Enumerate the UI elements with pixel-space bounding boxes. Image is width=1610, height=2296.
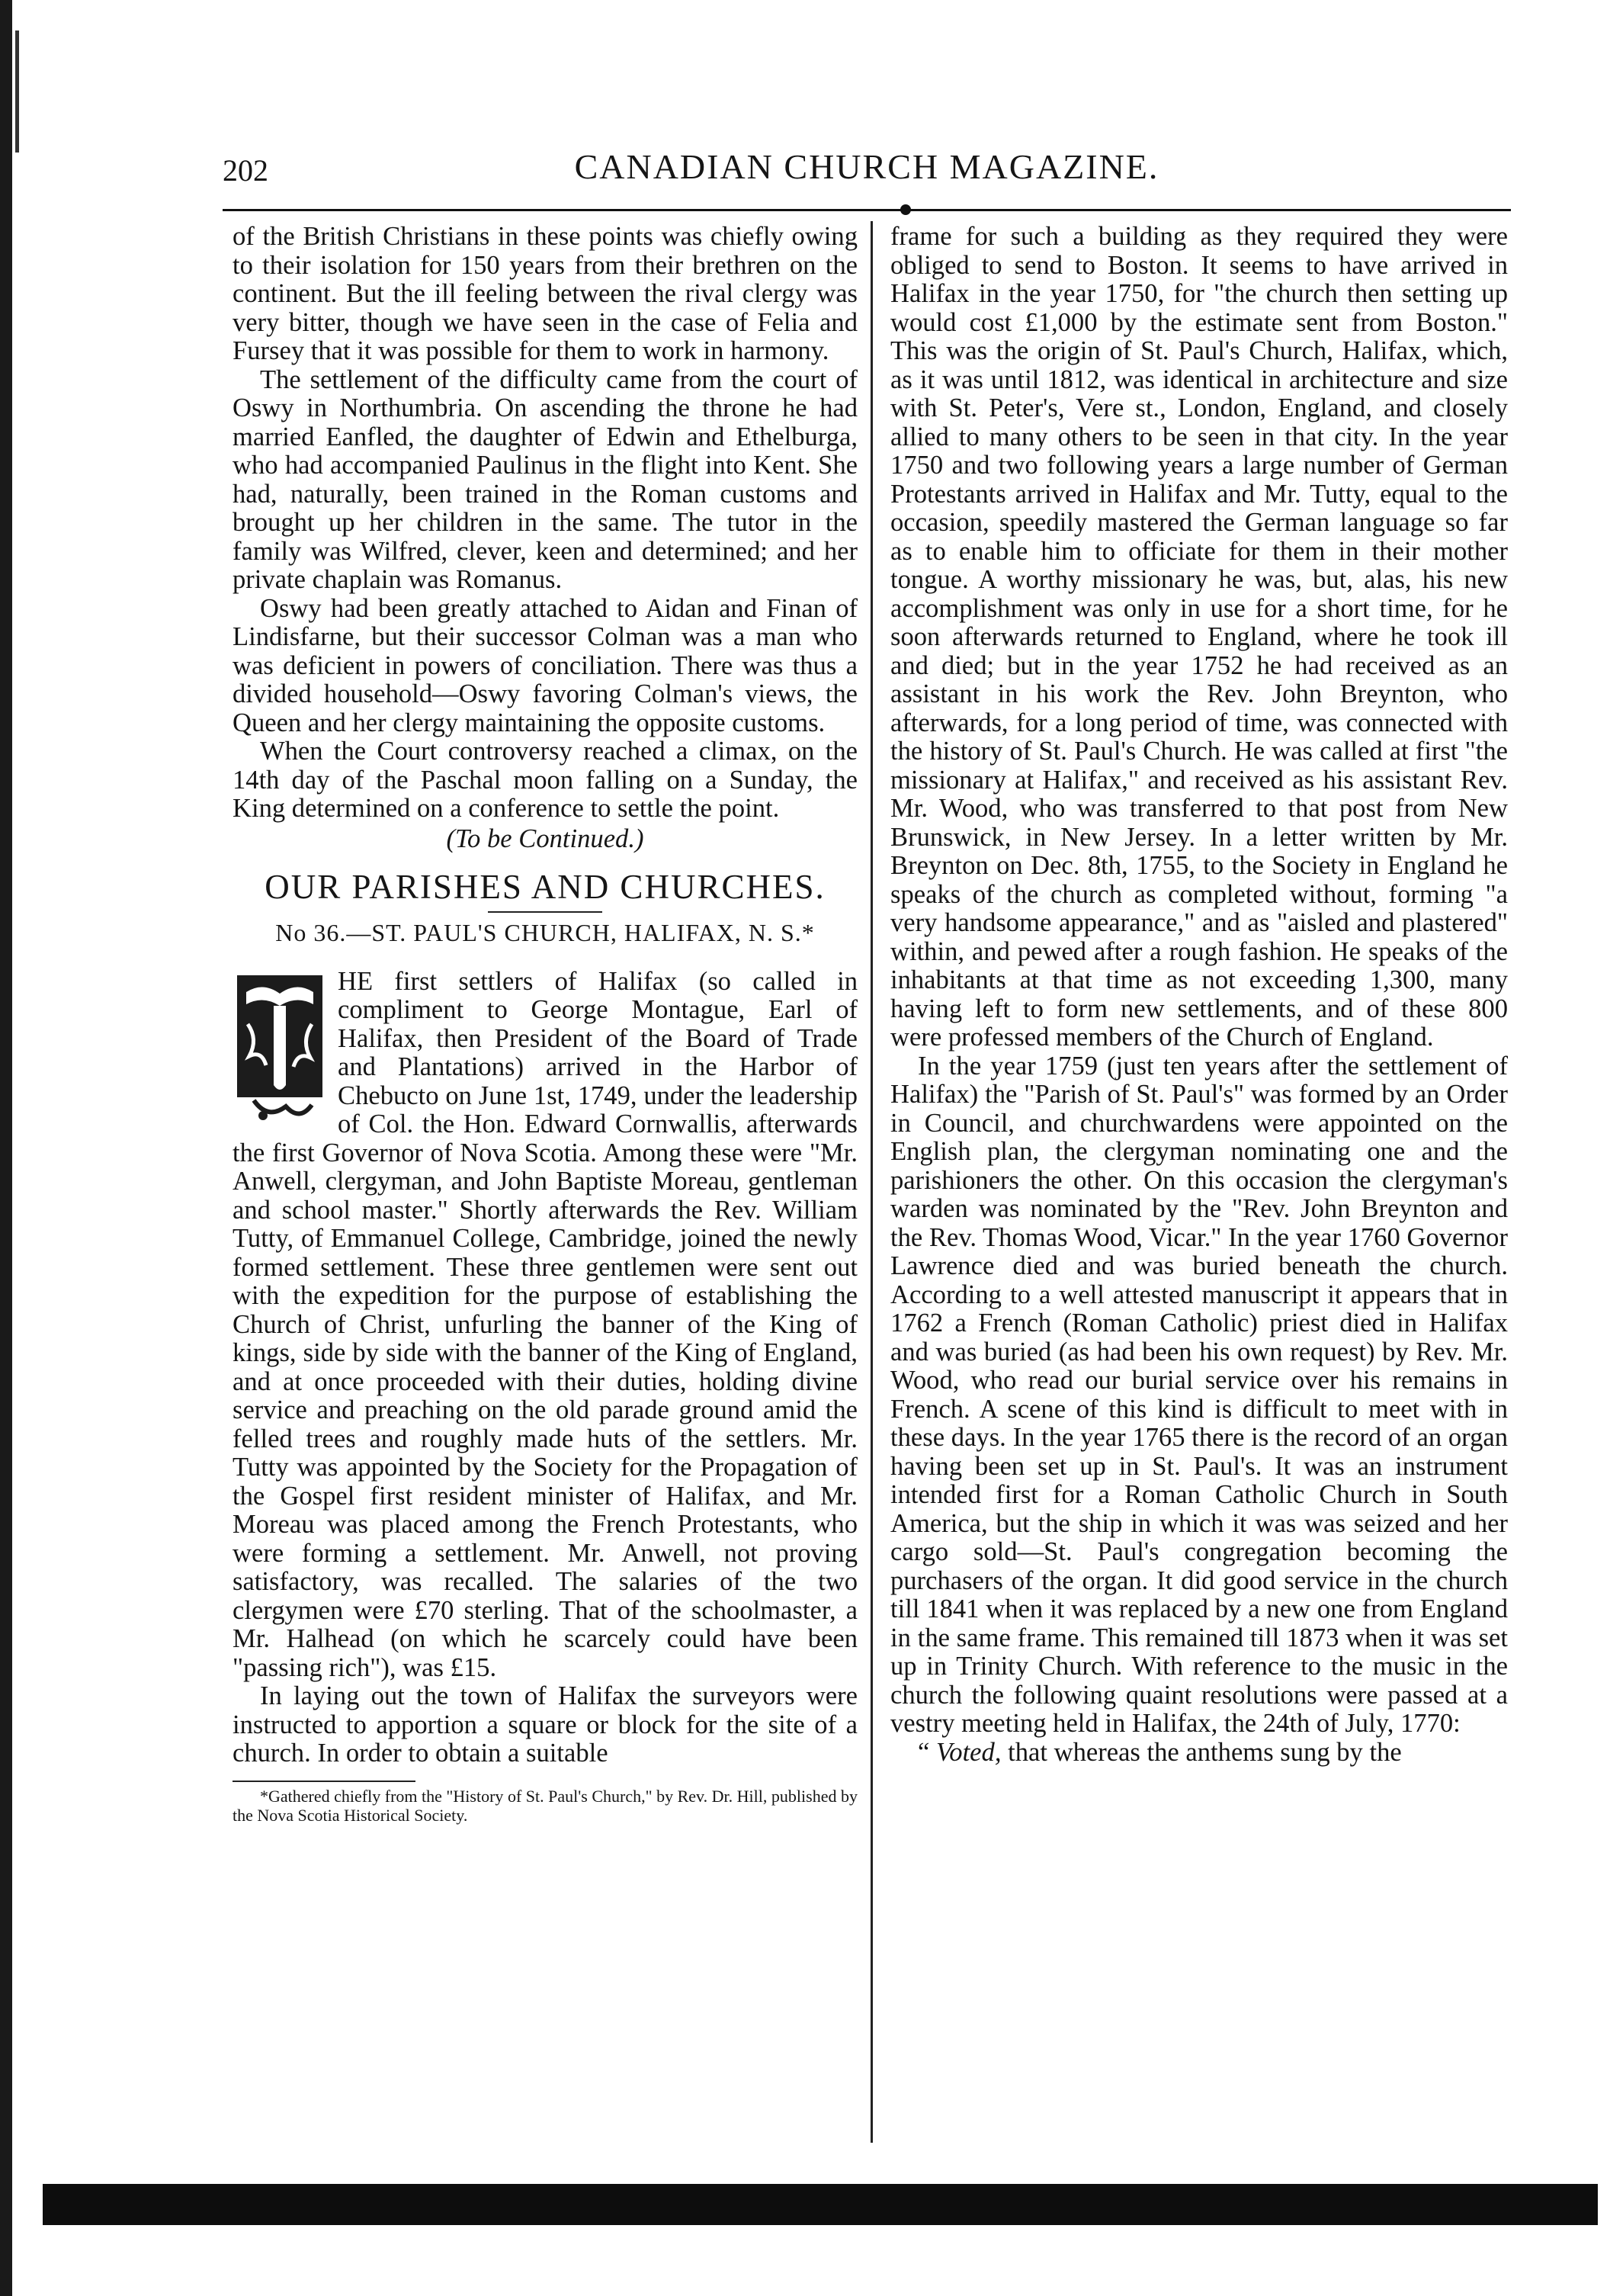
column-divider — [871, 221, 873, 2143]
paragraph-last-line: “ Voted, that whereas the anthems sung by the — [918, 1737, 1402, 1767]
scan-bottom-bar — [43, 2184, 1598, 2225]
article-subhead: No 36.—ST. PAUL'S CHURCH, HALIFAX, N. S.* — [275, 919, 815, 946]
paragraph: The settlement of the difficulty came from the court of Oswy in Northumbria. On ascending the throne he had married Eanfled, the daughter of Edwin and Ethelburga, who had accompanied Paulinus in the flight into Kent. She had, naturally, been trained in the Roman customs and brought up her children in the same. The tutor in the family was Wilfred, clever, keen and determined; and her private chaplain was Romanus. — [233, 364, 858, 594]
paragraph: In laying out the town of Halifax the surveyors were instructed to apportion a square or block for the site of a church. In order to obtain a suitable — [233, 1681, 858, 1768]
paragraph: of the British Christians in these points was chiefly owing to their isolation for 150 years from their brethren on the continent. But the ill feeling between the rival clergy was very bitter, though we have seen in the case of Felia and Fursey that it was possible for them to work in harmony. — [233, 222, 858, 365]
to-be-continued-note: (To be Continued.) — [446, 824, 644, 853]
paragraph: Oswy had been greatly attached to Aidan and Finan of Lindisfarne, but their successor Colman was a man who was deficient in powers of conciliation. There was thus a divided household—Oswy favoring Colman's views, the Queen and her clergy maintaining the opposite customs. — [233, 593, 858, 737]
section-heading: OUR PARISHES AND CHURCHES. — [265, 868, 826, 906]
decorated-initial-t-icon — [233, 971, 327, 1131]
scan-edge-bar — [0, 0, 12, 2296]
footnote: *Gathered chiefly from the "History of St. Paul's Church," by Rev. Dr. Hill, published by the Nova Scotia Historical Society. — [233, 1786, 858, 1825]
voted-word: Voted, — [936, 1737, 1002, 1767]
header-ornament — [900, 204, 911, 215]
left-column — [233, 223, 858, 1825]
running-head: CANADIAN CHURCH MAGAZINE. — [574, 147, 1159, 186]
paragraph: frame for such a building as they required they were obliged to send to Boston. It seems to have arrived in Halifax in the year 1750, for "the church then setting up would cost £1,000 by the estimate sent from Boston." This was the origin of St. Paul's Church, Halifax, which, as it was until 1812, was identical in architecture and size with St. Peter's, Vere st., London, England, and closely allied to many others to be seen in that city. In the year 1750 and two following years a large number of German Protestants arrived in Halifax and Mr. Tutty, equal to the occasion, speedily mastered the German language so far as to enable him to officiate for them in their mother tongue. A worthy missionary he was, but, alas, his new accomplishment was only in use for a short time, for he soon afterwards returned to England, where he took ill and died; but in the year 1752 he had received as an assistant in his work the Rev. John Breynton, who afterwards, for a long period of time, was connected with the history of St. Paul's Church. He was called at first "the missionary at Halifax," and received as his assistant Rev. Mr. Wood, who was transferred to that post from New Brunswick, in New Jersey. In a letter written by Mr. Breynton on Dec. 8th, 1755, to the Society in England he speaks of the church as completed without, forming "a very handsome appearance," and as "aisled and plastered" within, and pewed after a rough fashion. He speaks of the inhabitants at that time as not exceeding 1,300, many having left to form new settlements, and of these 800 were professed members of the Church of England. — [890, 222, 1508, 1052]
page-number: 202 — [223, 153, 268, 188]
heading-rule — [488, 911, 602, 913]
header-rule — [223, 209, 1511, 211]
paragraph: HE first settlers of Halifax (so called in compliment to George Montague, Earl of Halifax, then President of the Board of Trade and Plantations) arrived in the Harbor of Chebucto on June 1st, 1749, under the leadership of Col. the Hon. Edward Cornwallis, afterwards the first Governor of Nova Scotia. Among these were "Mr. Anwell, clergyman, and John Baptiste Moreau, gentleman and school master." Shortly afterwards the Rev. William Tutty, of Emmanuel College, Cambridge, joined the newly formed settlement. These three gentlemen were sent out with the expedition for the purpose of establishing the Church of Christ, unfurling the banner of the King of kings, side by side with the banner of the King of England, and at once proceeded with their duties, holding divine service and preaching on the old parade ground amid the felled trees and roughly made huts of the settlers. Mr. Tutty was appointed by the Society for the Propagation of the Gospel first resident minister of Halifax, and Mr. Moreau was placed among the French Protestants, who were forming a settlement. Mr. Anwell, not proving satisfactory, was recalled. The salaries of the two clergymen were £70 sterling. That of the schoolmaster, a Mr. Halhead (on which he scarcely could have been "passing rich"), was £15. — [233, 966, 858, 1682]
scan-edge-mark — [15, 31, 19, 153]
last-line-text: that whereas the anthems sung by the — [1001, 1737, 1402, 1767]
paragraph: In the year 1759 (just ten years after the settlement of Halifax) the "Parish of St. Paul's" was formed by an Order in Council, and churchwardens were appointed on the English plan, the clergyman nominating one and the parishioners the other. On this occasion the clergyman's warden was nominated by the "Rev. John Breynton and the Rev. Thomas Wood, Vicar." In the year 1760 Governor Lawrence died and was buried beneath the church. According to a well attested manuscript it appears that in 1762 a French (Roman Catholic) priest died in Halifax and was buried (as had been his own request) by Rev. Mr. Wood, who read our burial service over his remains in French. A scene of this kind is difficult to meet with in these days. In the year 1765 there is the record of an organ having been set up in St. Paul's. It was an instrument intended first for a Roman Catholic Church in South America, but the ship in which it was was seized and her cargo sold—St. Paul's congregation becoming the purchasers of the organ. It did good service in the church till 1841 when it was replaced by a new one from England in the same frame. This remained till 1873 when it was set up in Trinity Church. With reference to the music in the church the following quaint resolutions were passed at a vestry meeting held in Halifax, the 24th of July, 1770: — [890, 1051, 1508, 1738]
footnote-rule — [233, 1781, 415, 1782]
right-column — [890, 223, 1508, 1767]
page-header — [223, 146, 1511, 200]
paragraph: When the Court controversy reached a climax, on the 14th day of the Paschal moon falling on a Sunday, the King determined on a conference to settle the point. — [233, 737, 858, 823]
